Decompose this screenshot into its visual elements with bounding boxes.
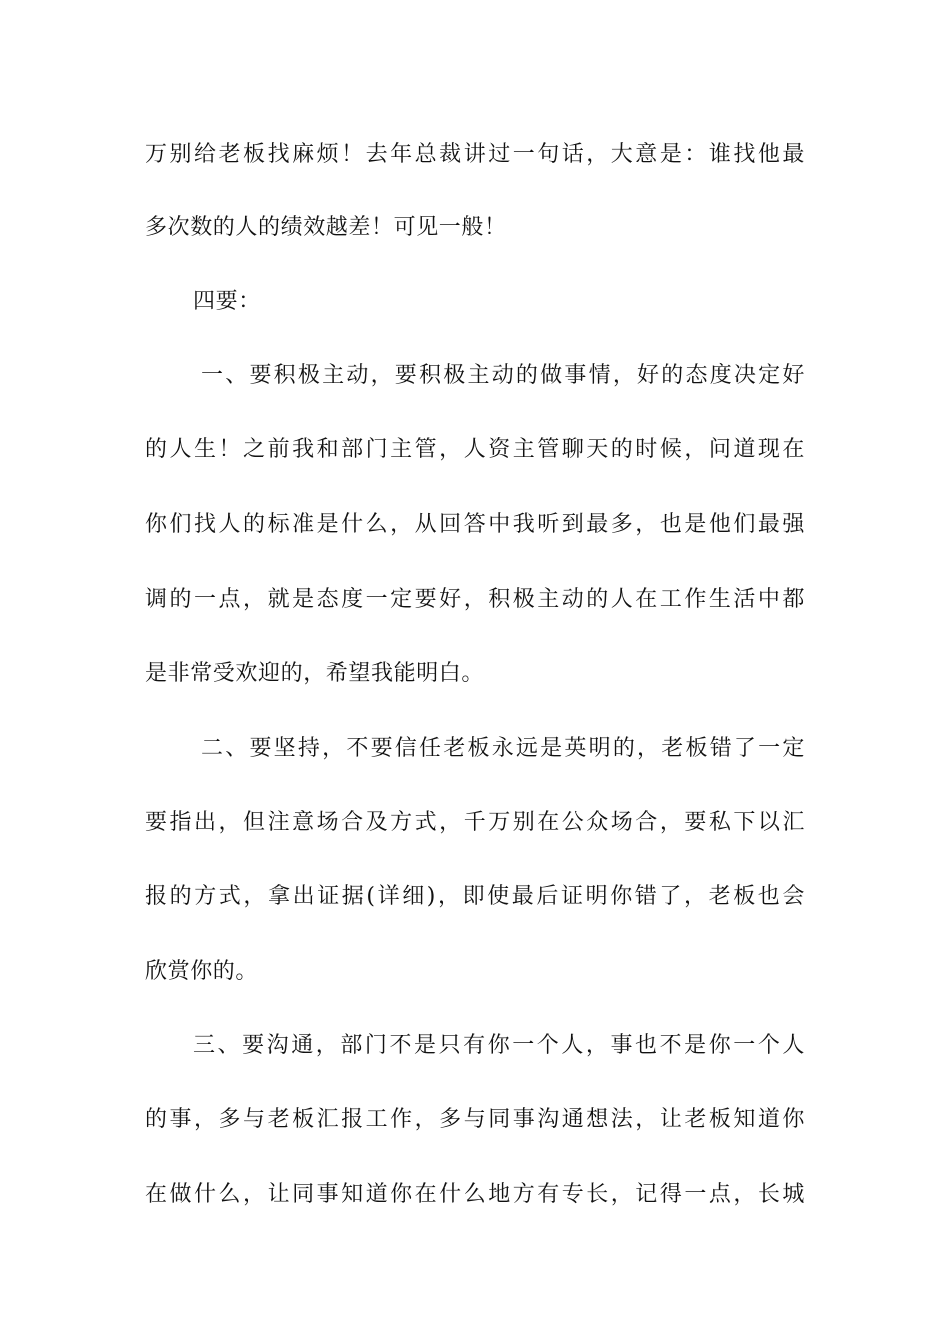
paragraph-line: 二、要坚持，不要信任老板永远是英明的，老板错了一定: [201, 736, 805, 761]
paragraph-line: 要指出，但注意场合及方式，千万别在公众场合，要私下以汇: [145, 810, 805, 835]
paragraph-line: 的事，多与老板汇报工作，多与同事沟通想法，让老板知道你: [145, 1107, 805, 1132]
paragraph-line: 你们找人的标准是什么，从回答中我听到最多，也是他们最强: [145, 512, 805, 537]
paragraph-line: 的人生！之前我和部门主管，人资主管聊天的时候，问道现在: [145, 437, 805, 462]
section-heading: 四要：: [193, 289, 261, 314]
paragraph-line: 是非常受欢迎的，希望我能明白。: [145, 661, 485, 686]
paragraph-line: 三、要沟通，部门不是只有你一个人，事也不是你一个人: [193, 1033, 805, 1058]
paragraph-line: 在做什么，让同事知道你在什么地方有专长，记得一点，长城: [145, 1182, 805, 1207]
paragraph-line: 报的方式，拿出证据(详细)，即使最后证明你错了，老板也会: [145, 884, 805, 909]
paragraph-line: 一、要积极主动，要积极主动的做事情，好的态度决定好: [201, 363, 805, 388]
paragraph-line: 调的一点，就是态度一定要好，积极主动的人在工作生活中都: [145, 587, 805, 612]
paragraph-line: 万别给老板找麻烦！去年总裁讲过一句话，大意是：谁找他最: [145, 142, 805, 167]
paragraph-line: 欣赏你的。: [145, 959, 259, 984]
paragraph-line: 多次数的人的绩效越差！可见一般！: [145, 215, 507, 240]
